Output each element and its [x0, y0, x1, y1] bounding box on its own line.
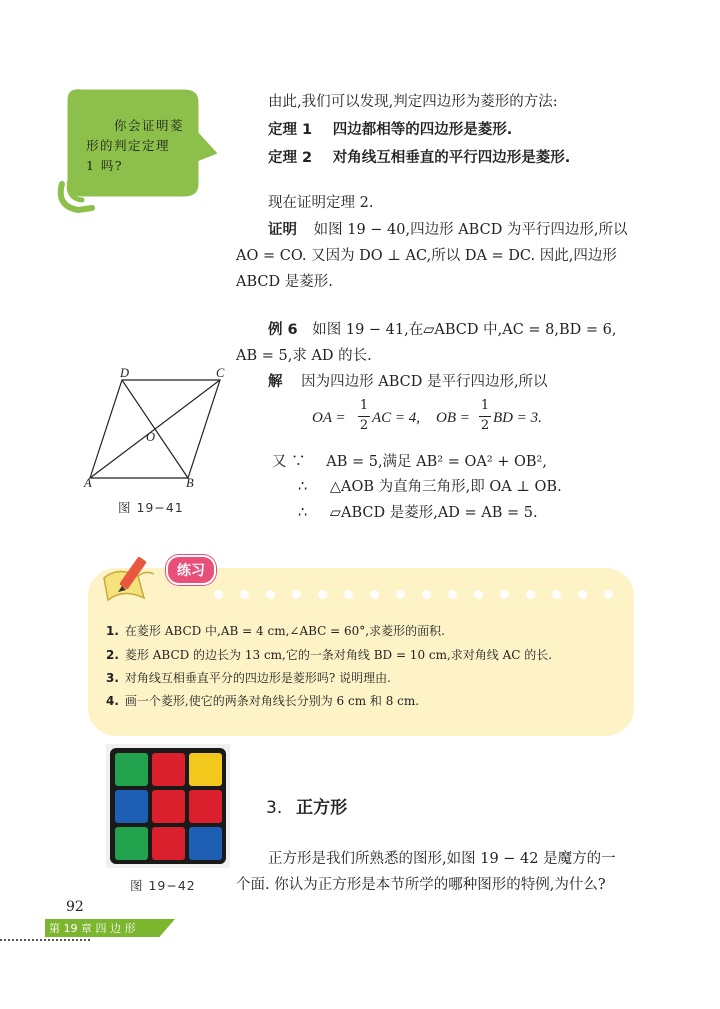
label-o: O — [146, 430, 156, 444]
eq-frac1-den: 2 — [359, 418, 369, 433]
rubiks-cube-face-icon — [106, 744, 230, 868]
chapter-label: 第 19 章 四 边 形 — [49, 922, 136, 935]
figure-19-42-caption: 图 19−42 — [130, 878, 196, 893]
section-number: 3. — [266, 798, 283, 818]
ribbon-dot — [266, 590, 275, 599]
practice-item-2-text: 菱形 ABCD 的边长为 13 cm,它的一条对角线 BD = 10 cm,求对角线 AC 的长. — [124, 648, 553, 662]
solution-label: 解 — [268, 374, 283, 390]
proof-line-1 — [268, 220, 628, 240]
practice-badge-label: 练习 — [177, 563, 205, 579]
ribbon-dot — [526, 590, 535, 599]
step-2-prefix: ∴ — [298, 479, 308, 495]
ribbon-dot — [240, 590, 249, 599]
label-a: A — [84, 476, 92, 490]
pencil-scroll-icon — [98, 548, 178, 608]
example-line-2: AB = 5,求 AD 的长. — [236, 348, 372, 364]
label-b: B — [186, 476, 194, 490]
eq-frac2-bar — [479, 416, 491, 417]
example-line-1 — [268, 320, 616, 340]
practice-item-1-text: 在菱形 ABCD 中,AB = 4 cm,∠ABC = 60°,求菱形的面积. — [124, 624, 445, 638]
example-line-1-text: 如图 19 − 41,在▱ABCD 中,AC = 8,BD = 6, — [312, 322, 617, 338]
step-1-text: AB = 5,满足 AB² = OA² + OB², — [326, 454, 547, 470]
example-label: 例 6 — [268, 322, 298, 338]
practice-item-1 — [106, 623, 445, 639]
rhombus-diagram — [76, 362, 246, 492]
ribbon-dot — [292, 590, 301, 599]
eq-ob-lhs: OB = — [436, 410, 470, 426]
bubble-line-2: 形的判定定理 — [86, 138, 171, 153]
eq-ob-rhs: BD = 3. — [493, 410, 542, 426]
tip-bubble — [52, 80, 232, 230]
practice-item-4-text: 画一个菱形,使它的两条对角线长分别为 6 cm 和 8 cm. — [124, 694, 420, 708]
eq-oa-lhs: OA = — [312, 410, 346, 426]
figure-19-41-caption: 图 19−41 — [118, 500, 184, 515]
footer-dotted-line — [0, 939, 90, 941]
proof-line-3: ABCD 是菱形. — [236, 274, 333, 290]
theorem-2-label: 定理 2 — [268, 150, 313, 166]
eq-frac2-num: 1 — [480, 398, 490, 413]
ribbon-dot — [396, 590, 405, 599]
label-d: D — [120, 366, 130, 380]
practice-item-4 — [106, 693, 419, 709]
practice-badge — [166, 555, 216, 585]
ribbon-dot — [370, 590, 379, 599]
page-number: 92 — [66, 899, 84, 915]
step-1 — [272, 452, 547, 472]
eq-frac1-bar — [358, 416, 370, 417]
step-2-text: △AOB 为直角三角形,即 OA ⊥ OB. — [329, 479, 562, 495]
label-c: C — [216, 366, 225, 380]
theorem-1-text: 四边都相等的四边形是菱形. — [332, 122, 513, 138]
ribbon-dot — [604, 590, 613, 599]
ribbon-dot — [214, 590, 223, 599]
practice-item-3 — [106, 670, 391, 686]
ribbon-dot — [552, 590, 561, 599]
bubble-line-3: 1 吗? — [86, 158, 124, 173]
solution-line-1-text: 因为四边形 ABCD 是平行四边形,所以 — [301, 374, 548, 390]
diagonal-bd — [122, 380, 188, 478]
theorem-1 — [268, 120, 512, 140]
step-3 — [298, 503, 538, 523]
theorem-1-label: 定理 1 — [268, 122, 313, 138]
practice-item-2-num: 2. — [106, 648, 119, 662]
square-para-line-1: 正方形是我们所熟悉的图形,如图 19 − 42 是魔方的一 — [268, 851, 616, 867]
practice-item-3-num: 3. — [106, 671, 119, 685]
ribbon-dot — [448, 590, 457, 599]
ribbon-dot — [318, 590, 327, 599]
theorem-2 — [268, 148, 570, 168]
ribbon-dot — [422, 590, 431, 599]
step-1-prefix: 又 ∵ — [272, 454, 306, 470]
step-3-prefix: ∴ — [298, 505, 308, 521]
intro-text: 由此,我们可以发现,判定四边形为菱形的方法: — [268, 94, 558, 110]
proof-line-1-text: 如图 19 − 40,四边形 ABCD 为平行四边形,所以 — [313, 222, 628, 238]
theorem-2-text: 对角线互相垂直的平行四边形是菱形. — [332, 150, 571, 166]
section-title: 正方形 — [296, 798, 348, 818]
practice-item-1-num: 1. — [106, 624, 119, 638]
figure-19-41 — [76, 362, 246, 492]
proof-intro: 现在证明定理 2. — [268, 195, 374, 211]
ribbon-dot — [578, 590, 587, 599]
eq-frac1-num: 1 — [359, 398, 369, 413]
square-para-line-2: 个面. 你认为正方形是本节所学的哪种图形的特例,为什么? — [236, 877, 606, 893]
eq-frac2-den: 2 — [480, 418, 490, 433]
practice-item-4-num: 4. — [106, 694, 119, 708]
ribbon-dot — [500, 590, 509, 599]
practice-item-3-text: 对角线互相垂直平分的四边形是菱形吗? 说明理由. — [124, 671, 391, 685]
step-2 — [298, 477, 562, 497]
figure-19-42 — [106, 744, 230, 868]
section-heading — [266, 793, 347, 818]
proof-line-2: AO = CO. 又因为 DO ⊥ AC,所以 DA = DC. 因此,四边形 — [236, 248, 617, 264]
solution-line-1 — [268, 372, 548, 392]
step-3-text: ▱ABCD 是菱形,AD = AB = 5. — [329, 505, 538, 521]
ribbon-dot — [344, 590, 353, 599]
eq-oa-rhs: AC = 4, — [372, 410, 421, 426]
ribbon-dot — [474, 590, 483, 599]
proof-label: 证明 — [268, 222, 297, 238]
practice-item-2 — [106, 647, 552, 663]
bubble-line-1: 你会证明菱 — [114, 118, 185, 133]
